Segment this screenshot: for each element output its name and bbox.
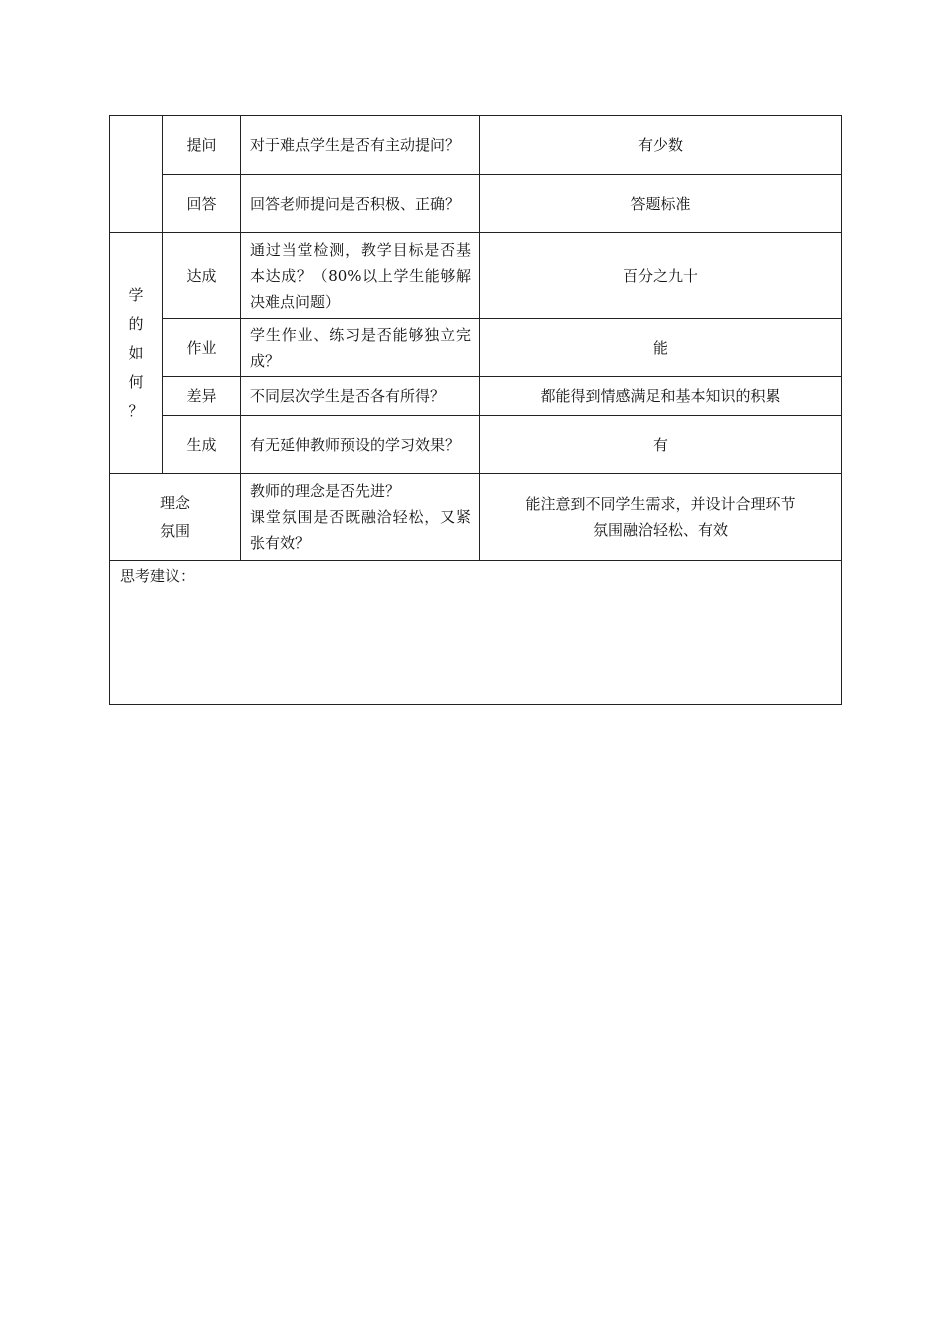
question-cell: 对于难点学生是否有主动提问？ — [241, 116, 480, 175]
question-line: 教师的理念是否先进？ — [250, 482, 401, 500]
question-cell: 有无延伸教师预设的学习效果？ — [241, 416, 480, 474]
category-cell-xue — [110, 233, 163, 474]
answer-cell: 答题标准 — [480, 175, 842, 233]
table-row — [110, 319, 842, 377]
category-char: 的 — [128, 314, 144, 333]
answer-line: 能注意到不同学生需求，并设计合理环节 — [525, 495, 796, 513]
table-row — [110, 175, 842, 233]
answer-cell: 有 — [480, 416, 842, 474]
category-char: 学 — [128, 285, 144, 304]
answer-cell: 有少数 — [480, 116, 842, 175]
category-char: 如 — [128, 343, 144, 362]
item-label: 生成 — [163, 416, 241, 474]
table-row — [110, 377, 842, 416]
item-label: 提问 — [163, 116, 241, 175]
question-cell: 回答老师提问是否积极、正确？ — [241, 175, 480, 233]
item-label: 作业 — [163, 319, 241, 377]
item-label: 差异 — [163, 377, 241, 416]
table-row — [110, 561, 842, 705]
question-cell: 通过当堂检测，教学目标是否基本达成？（80%以上学生能够解决难点问题） — [241, 233, 480, 319]
category-char: ？ — [128, 401, 144, 420]
table-row — [110, 116, 842, 175]
item-label: 达成 — [163, 233, 241, 319]
category-cell-empty — [110, 116, 163, 233]
answer-line: 氛围融洽轻松、有效 — [592, 521, 728, 539]
suggestion-label: 思考建议： — [120, 567, 196, 585]
linian-label-cell — [110, 474, 241, 561]
answer-cell: 都能得到情感满足和基本知识的积累 — [480, 377, 842, 416]
table-row — [110, 474, 842, 561]
evaluation-table — [109, 115, 842, 705]
item-label: 回答 — [163, 175, 241, 233]
table-row — [110, 233, 842, 319]
fenwei-label: 氛围 — [159, 522, 190, 540]
question-cell: 学生作业、练习是否能够独立完成？ — [241, 319, 480, 377]
question-line: 课堂氛围是否既融洽轻松，又紧张有效？ — [250, 508, 471, 552]
question-cell — [241, 474, 480, 561]
suggestion-cell — [110, 561, 842, 705]
answer-cell — [480, 474, 842, 561]
question-cell: 不同层次学生是否各有所得？ — [241, 377, 480, 416]
answer-cell: 百分之九十 — [480, 233, 842, 319]
linian-label: 理念 — [159, 494, 190, 512]
category-char: 何 — [128, 372, 144, 391]
answer-cell: 能 — [480, 319, 842, 377]
table-row — [110, 416, 842, 474]
